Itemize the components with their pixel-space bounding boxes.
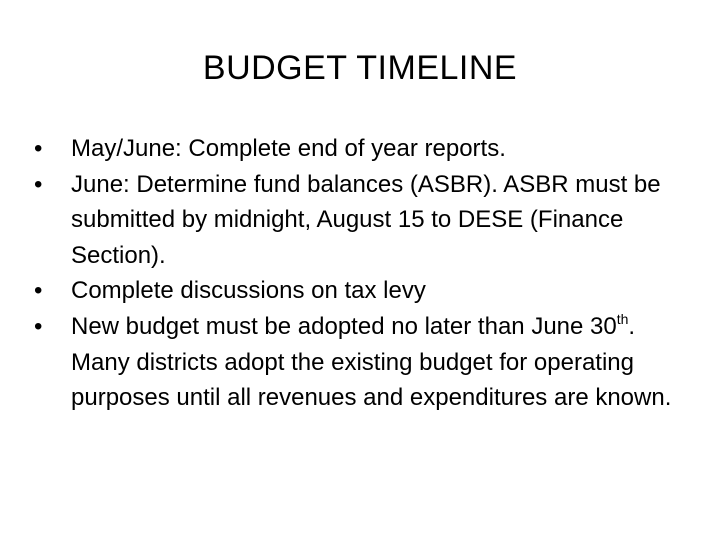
bullet-item-4 [34, 309, 684, 416]
bullet-icon: • [34, 170, 43, 198]
bullet-item-2 [34, 167, 684, 274]
bullet-list [34, 131, 684, 416]
bullet-item-1 [34, 131, 684, 167]
bullet-text: Complete discussions on tax levy [71, 277, 426, 305]
ordinal-superscript: th [616, 310, 629, 327]
bullet-text: June: Determine fund balances (ASBR). ASBR must be submitted by midnight, August 15 to DESE (Finance Section). [71, 170, 661, 269]
bullet-text: May/June: Complete end of year reports. [71, 135, 506, 162]
bullet-text-part: New budget must be adopted no later than June 30 [71, 312, 617, 340]
bullet-icon: • [34, 135, 43, 162]
bullet-icon: • [34, 312, 43, 340]
bullet-item-3 [34, 273, 684, 309]
bullet-text-part: . Many districts adopt the existing budget for operating purposes until all revenues and expenditures are known. [71, 312, 672, 412]
bullet-icon: • [34, 277, 43, 305]
bullet-text [71, 310, 672, 412]
slide-title: BUDGET TIMELINE [202, 49, 518, 87]
